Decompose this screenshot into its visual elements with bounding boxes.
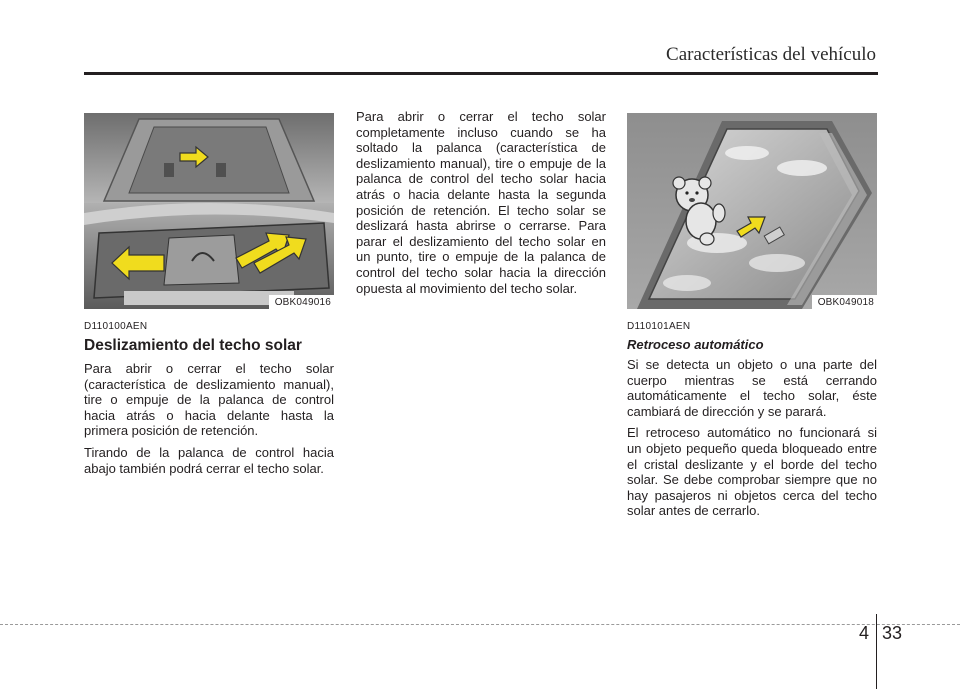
chapter-number: 4 (859, 623, 870, 643)
heading: Deslizamiento del techo solar (84, 337, 302, 354)
reference-code: D110100AEN (84, 321, 148, 332)
header-rule (84, 72, 878, 75)
footer-rule (0, 624, 960, 625)
auto-reverse-illustration (627, 113, 877, 309)
subheading: Retroceso automático (627, 337, 764, 352)
figure-code: OBK049016 (269, 295, 334, 309)
right-column (627, 113, 877, 525)
reference-code: D110101AEN (627, 321, 691, 332)
paragraph: El retroceso automático no funcionará si un objeto pequeño queda bloqueado entre el cristal deslizante y el borde del techo solar. Se debe comprobar siempre que no hay pasajeros ni objetos cerca del techo solar antes de cerrarlo. (627, 425, 877, 519)
middle-column (356, 109, 606, 302)
sunroof-control-figure (84, 113, 334, 309)
page-divider (876, 614, 877, 689)
figure-code: OBK049018 (812, 295, 877, 309)
paragraph: Si se detecta un objeto o una parte del cuerpo mientras se está cerrando automáticamente el techo solar, éste cambiará de dirección y se parará. (627, 357, 877, 419)
paragraph: Para abrir o cerrar el techo solar (característica de deslizamiento manual), tire o empuje de la palanca de control hacia atrás o hacia delante hasta la primera posición de retención. (84, 361, 334, 439)
auto-reverse-figure (627, 113, 877, 309)
paragraph: Tirando de la palanca de control hacia abajo también podrá cerrar el techo solar. (84, 444, 334, 476)
page-number: 33 (882, 623, 903, 643)
paragraph: Para abrir o cerrar el techo solar completamente incluso cuando se ha soltado la palanca (característica de deslizamiento manual), tire o empuje de la palanca de control del techo solar hacia atrás o hacia delante hasta la segunda posición de retención. El techo solar se deslizará hasta abrirse o cerrarse. Para parar el deslizamiento del techo solar en un punto, tire o empuje de la palanca de control del techo solar hacia la dirección opuesta al movimiento del techo solar. (356, 109, 606, 296)
left-column (84, 113, 334, 482)
sunroof-control-illustration (84, 113, 334, 309)
section-title: Características del vehículo (666, 44, 876, 65)
